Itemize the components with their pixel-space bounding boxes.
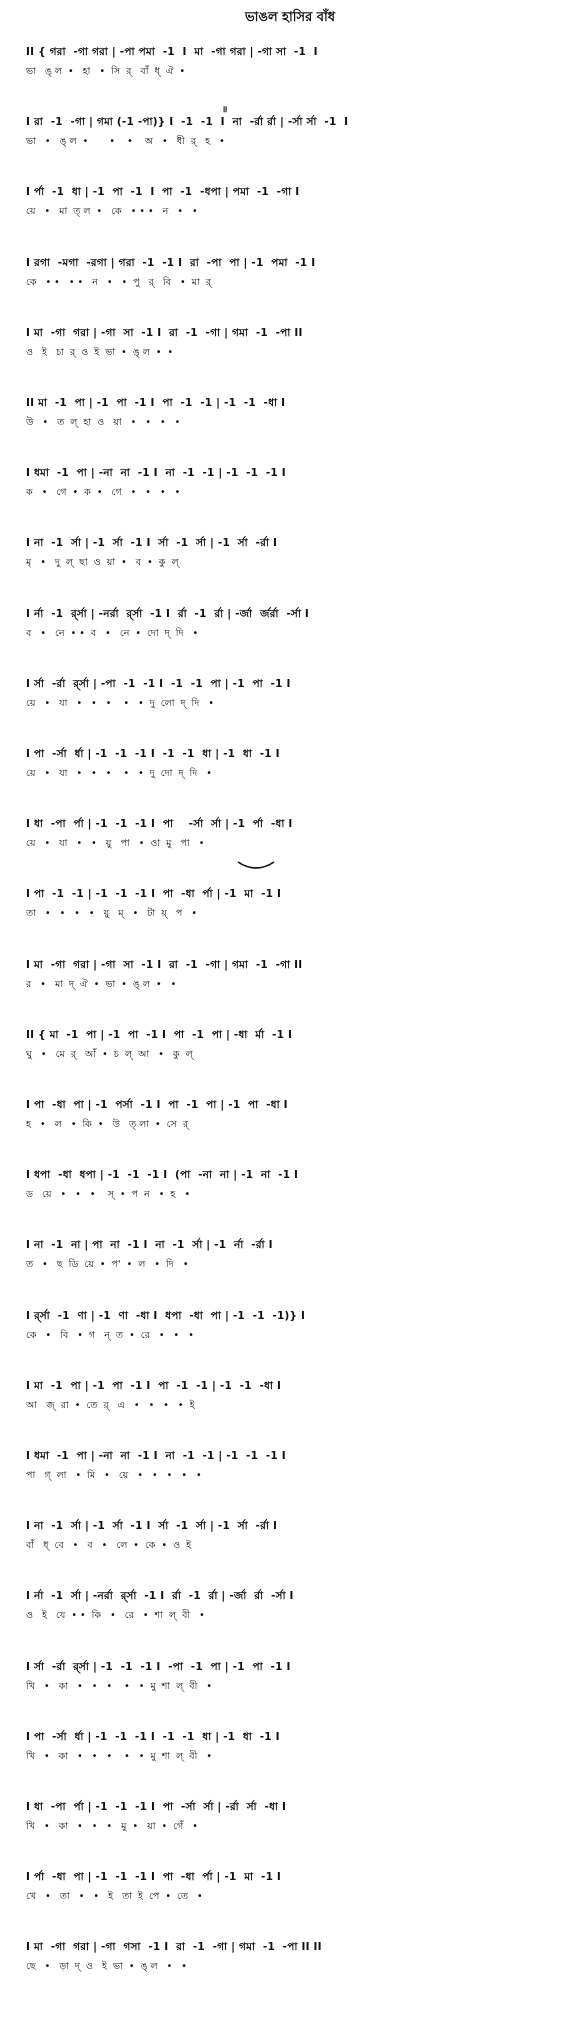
notation-row bbox=[26, 957, 566, 993]
lyric-line: র • মা দ্ ঐ • ভা • ঙ্ ল • • bbox=[26, 978, 177, 990]
swaralipi-line: I পা -র্সা র্ধা | -1 -1 -1 I -1 -1 ধা | -1 ধা -1 I bbox=[26, 1730, 280, 1743]
swaralipi-line: II { গরা -গা গরা | -পা পমা -1 I মা -গা গরা | -গা সা -1 I bbox=[26, 46, 318, 58]
notation-row bbox=[26, 1378, 566, 1414]
swaralipi-line: I র্না -1 র্র্সা | -নর্রা র্র্সা -1 I র্রা -1 র্রা | -র্জা র্জর্রা -র্সা I bbox=[26, 607, 310, 620]
slur-mark bbox=[236, 860, 276, 874]
swaralipi-line: I ধপা -ধা ধপা | -1 -1 -1 I (পা -না না | -1 না -1 I bbox=[26, 1169, 299, 1182]
notation-row bbox=[26, 1869, 566, 1905]
meend-mark: ॥ bbox=[222, 105, 228, 115]
swaralipi-line: I র্সা -র্রা র্র্সা | -1 -1 -1 I -পা -1 পা | -1 পা -1 I bbox=[26, 1660, 291, 1673]
swaralipi-line: I র্সা -র্রা র্র্সা | -পা -1 -1 I -1 -1 পা | -1 পা -1 I bbox=[26, 677, 291, 690]
swaralipi-line: I না -1 র্সা | -1 র্সা -1 I র্সা -1 র্সা | -1 র্সা -র্রা I bbox=[26, 1520, 278, 1533]
lyric-line: ক • গে • ক • গে • • • • bbox=[26, 487, 181, 499]
notation-row bbox=[26, 1799, 566, 1835]
lyric-line: য়ে • যা • • য়ু পা • ওা মু পা • bbox=[26, 838, 205, 850]
swaralipi-line: I না -1 র্সা | -1 র্সা -1 I র্সা -1 র্সা | -1 র্সা -র্রা I bbox=[26, 537, 278, 550]
lyric-line: খি • কা • • • • • মু শা ল্ বী • bbox=[26, 1750, 212, 1762]
swaralipi-line: I মা -গা গরা | -গা গসা -1 I রা -1 -গা | গমা -1 -পা II II bbox=[26, 1941, 322, 1954]
swaralipi-line: I র্না -1 র্সা | -নর্রা র্র্সা -1 I র্রা -1 র্রা | -র্জা র্রা -র্সা I bbox=[26, 1590, 294, 1603]
lyric-line: বাঁ ধ্ বে • ব • লে • কে • ও ই bbox=[26, 1540, 192, 1552]
swaralipi-line: I রগা -মগা -রগা | গরা -1 -1 I রা -পা পা | -1 পমা -1 I bbox=[26, 256, 316, 269]
lyric-line: ভা ঙ্ ল • হা • সি র্ বাঁ ধ্ ঐ • bbox=[26, 66, 186, 77]
swaralipi-line: I র্র্সা -1 ণা | -1 ণা -ধা I ধপা -ধা পা | -1 -1 -1)} I bbox=[26, 1309, 306, 1322]
notation-row bbox=[26, 1659, 566, 1695]
lyric-line: মৃ • দু ল্ ছা ও য়া • ব • কু ল্ bbox=[26, 557, 179, 569]
lyric-line: খি • কা • • • মু • য়া • গেঁ • bbox=[26, 1821, 198, 1832]
notation-row bbox=[26, 1588, 566, 1624]
notation-row bbox=[26, 325, 566, 361]
swaralipi-line: I র্পা -1 ধা | -1 পা -1 I পা -1 -ধপা | পমা -1 -গা I bbox=[26, 186, 300, 199]
notation-row bbox=[26, 886, 566, 922]
notation-row bbox=[26, 184, 566, 220]
lyric-line: তা • • • • য়ু ম্ • টা য়্ প • bbox=[26, 908, 197, 920]
swaralipi-line: I রা -1 -গা | গমা (-1 -পা)} I -1 -1 I না -র্রা র্রা | -র্সা র্সা -1 I bbox=[26, 116, 349, 129]
swaralipi-line: I ধা -পা র্পা | -1 -1 -1 I পা -র্সা র্সা | -র্রা র্সা -ধা I bbox=[26, 1801, 287, 1813]
lyric-line: য়ে • যা • • • • • দু দো দ্ দি • bbox=[26, 768, 212, 779]
lyric-line: য়ে • যা • • • • • দু লো দ্ দি • bbox=[26, 697, 214, 709]
notation-row bbox=[26, 1027, 566, 1063]
swaralipi-line: I না -1 না | পা না -1 I না -1 র্সা | -1 র্না -র্রা I bbox=[26, 1239, 273, 1252]
lyric-line: ছে • ড়া দ্ ও ই ভা • ঙ্ ল • • bbox=[26, 1961, 187, 1973]
swaralipi-line: I মা -1 পা | -1 পা -1 I পা -1 -1 | -1 -1 -ধা I bbox=[26, 1379, 282, 1392]
lyric-line: ও ই চা র্ ও ই ভা • ঙ্ ল • • bbox=[26, 346, 174, 358]
notation-row bbox=[26, 465, 566, 501]
notation-row bbox=[26, 395, 566, 431]
swaralipi-line: II মা -1 পা | -1 পা -1 I পা -1 -1 | -1 -1 -ধা I bbox=[26, 397, 286, 409]
lyric-line: খে • তা • • ই তা ই পে • তে • bbox=[26, 1891, 203, 1903]
swaralipi-line: I মা -গা গরা | -গা সা -1 I রা -1 -গা | গমা -1 -গা II bbox=[26, 958, 303, 971]
notation-row bbox=[26, 816, 566, 852]
lyric-line: আ জ্ রা • তে র্ এ • • • • ই bbox=[26, 1399, 195, 1411]
notation-row bbox=[26, 1939, 566, 1975]
notation-row bbox=[26, 1097, 566, 1133]
lyric-line: য়ে • মা ত্ ল • কে • • • ন • • bbox=[26, 206, 198, 218]
lyric-line: ব • নে • • ব • নে • দো দ্ দি • bbox=[26, 627, 199, 639]
notation-row bbox=[26, 114, 566, 150]
notation-row bbox=[26, 1518, 566, 1554]
lyric-line: ও ই যে • • কি • রে • শা ল্ বী • bbox=[26, 1610, 205, 1622]
lyric-line: কে • • • • ন • • পু র্ বি • মা র্ bbox=[26, 276, 211, 288]
page-title: ভাঙল হাসির বাঁধ bbox=[244, 10, 336, 25]
lyric-line: ঘু • মে র্ আঁ • চ ল্ আ • কু ল্ bbox=[26, 1048, 193, 1060]
notation-row bbox=[26, 1237, 566, 1273]
lyric-line: উ • ত ল্ হা ও য়া • • • • bbox=[26, 417, 181, 428]
lyric-line: ড য়ে • • • স্ • প ন • হ • bbox=[26, 1189, 191, 1201]
swaralipi-line: I পা -1 -1 | -1 -1 -1 I পা -ধা র্পা | -1 মা -1 I bbox=[26, 888, 282, 901]
swaralipi-line: I ধমা -1 পা | -না না -1 I না -1 -1 | -1 -1 -1 I bbox=[26, 1450, 286, 1462]
swaralipi-line: I ধা -পা র্পা | -1 -1 -1 I পা -র্সা র্সা | -1 র্পা -ধা I bbox=[26, 818, 293, 831]
lyric-line: পা গ্ লা • মি • য়ে • • • • • bbox=[26, 1470, 202, 1481]
lyric-line: কে • বি • গ ন্ ত • রে • • • bbox=[26, 1329, 194, 1341]
notation-row bbox=[26, 1167, 566, 1203]
lyric-line: ভা • ঙ্ ল • • • অ • ধী র্ হ • bbox=[26, 136, 225, 148]
notation-row bbox=[26, 1729, 566, 1765]
lyric-line: ত • ছ ডি য়ে • প' • ল • দি • bbox=[26, 1259, 189, 1271]
swaralipi-line: I র্পা -ধা পা | -1 -1 -1 I পা -ধা র্পা | -1 মা -1 I bbox=[26, 1871, 282, 1884]
swaralipi-line: I পা -ধা পা | -1 পর্সা -1 I পা -1 পা | -1 পা -ধা I bbox=[26, 1099, 288, 1111]
notation-row bbox=[26, 746, 566, 782]
lyric-line: হ • ল • কি • উ ত্ লা • সে র্ bbox=[26, 1119, 189, 1130]
lyric-line: খি • কা • • • • • মু শা ল্ বী • bbox=[26, 1680, 212, 1692]
swaralipi-line: I মা -গা গরা | -গা সা -1 I রা -1 -গা | গমা -1 -পা II bbox=[26, 326, 303, 339]
notation-row bbox=[26, 1308, 566, 1344]
notation-row bbox=[26, 44, 566, 80]
notation-row bbox=[26, 676, 566, 712]
notation-row bbox=[26, 255, 566, 291]
swaralipi-line: II { মা -1 পা | -1 পা -1 I পা -1 পা | -ধা র্মা -1 I bbox=[26, 1028, 293, 1041]
swaralipi-line: I পা -র্সা র্ধা | -1 -1 -1 I -1 -1 ধা | -1 ধা -1 I bbox=[26, 748, 280, 760]
notation-row bbox=[26, 535, 566, 571]
swaralipi-line: I ধমা -1 পা | -না না -1 I না -1 -1 | -1 -1 -1 I bbox=[26, 467, 286, 480]
notation-row bbox=[26, 1448, 566, 1484]
notation-row bbox=[26, 606, 566, 642]
